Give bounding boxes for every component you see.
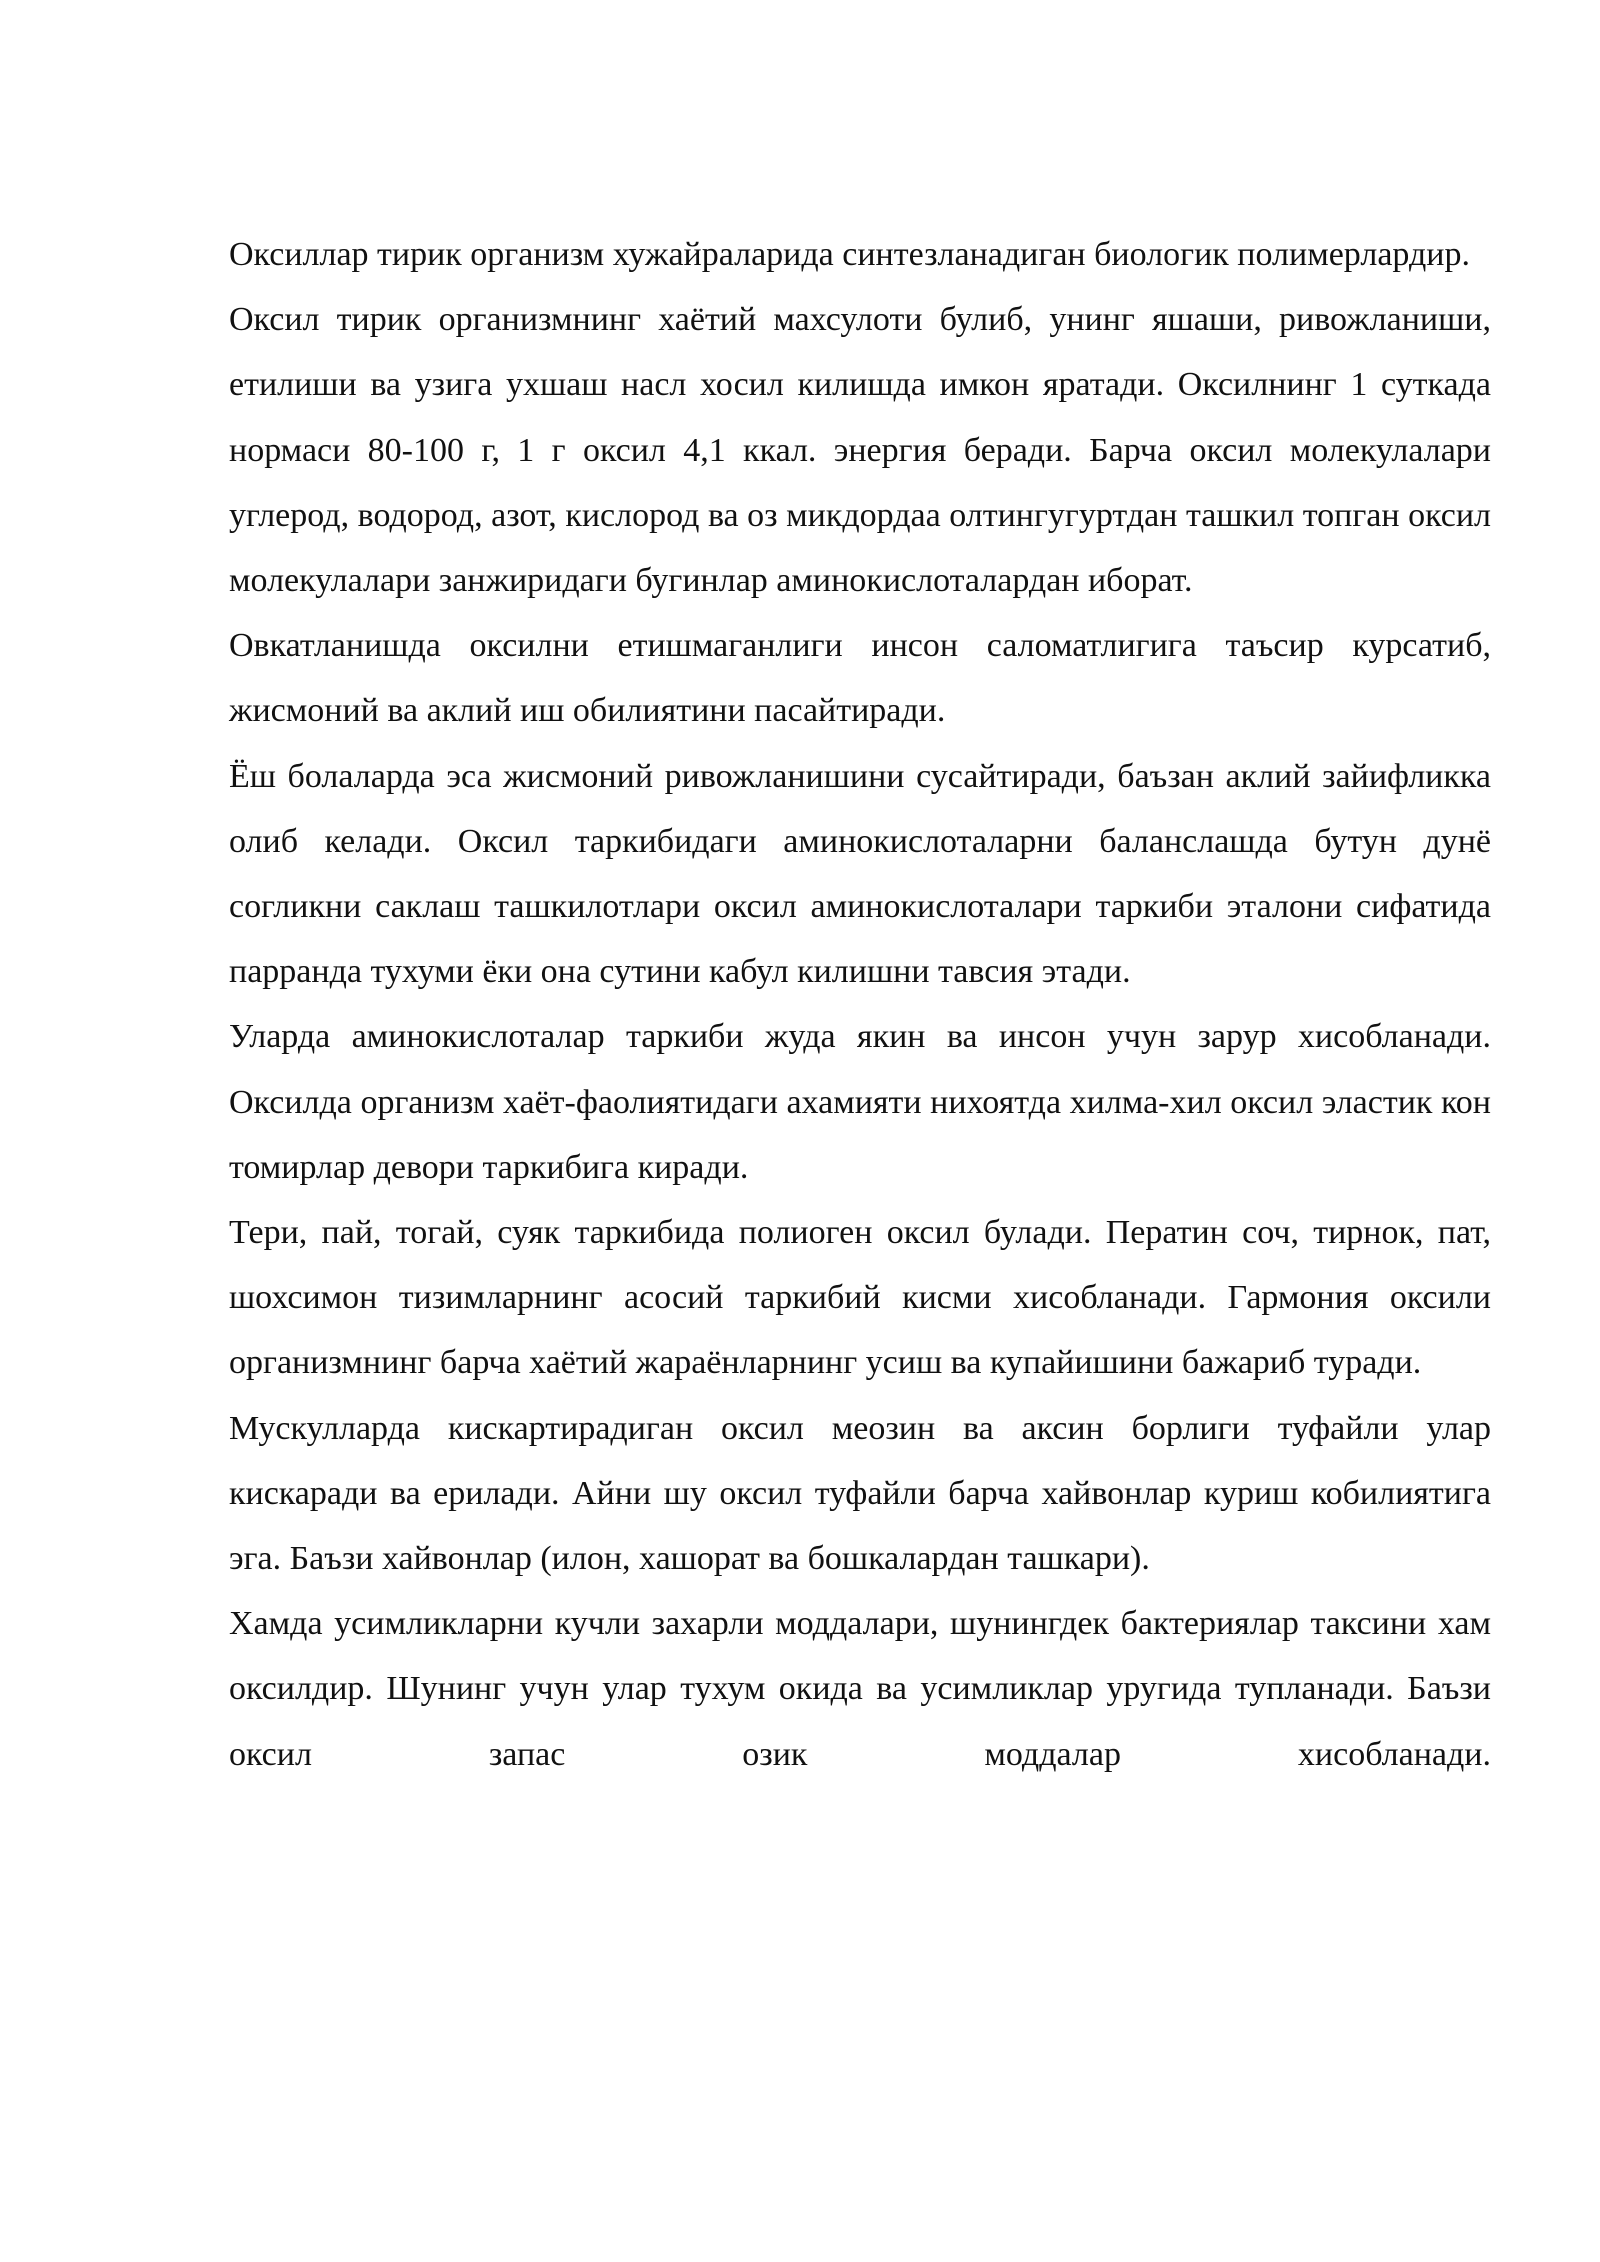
paragraph-6: Тери, пай, тогай, суяк таркибида полиоген оксил булади. Ператин соч, тирнок, пат, шохсимон тизимларнинг асосий таркибий кисми хисобланади. Гармония оксили организмнинг барча хаётий жараёнларнинг усиш ва купайишини бажариб туради. bbox=[229, 1214, 1491, 1382]
paragraph-1: Оксиллар тирик организм хужайраларида синтезланадиган биологик полимерлардир. bbox=[229, 236, 1470, 273]
paragraph-2: Оксил тирик организмнинг хаётий махсулоти булиб, унинг яшаши, ривожланиши, етилиши ва узига ухшаш насл хосил килишда имкон яратади. Оксилнинг 1 суткада нормаси 80-100 г, 1 г оксил 4,1 ккал. энергия беради. Барча оксил молекулалари углерод, водород, азот, кислород ва оз микдордаа олтингугуртдан ташкил топган оксил молекулалари занжиридаги бугинлар аминокислоталардан иборат. bbox=[229, 301, 1491, 600]
paragraph-3: Овкатланишда оксилни етишмаганлиги инсон саломатлигига таъсир курсатиб, жисмоний ва аклий иш обилиятини пасайтиради. bbox=[229, 627, 1491, 730]
paragraph-7: Мускулларда кискартирадиган оксил меозин ва аксин борлиги туфайли улар кискаради ва ерилади. Айни шу оксил туфайли барча хайвонлар куриш кобилиятига эга. Баъзи хайвонлар (илон, хашорат ва бошкалардан ташкари). bbox=[229, 1409, 1491, 1578]
paragraph-8: Хамда усимликларни кучли захарли моддалари, шунингдек бактериялар таксини хам оксилдир. Шунинг учун улар тухум окида ва усимликлар уругида тупланади. Баъзи оксил запас озик моддалар хисобланади. bbox=[229, 1605, 1491, 1773]
paragraph-4: Ёш болаларда эса жисмоний ривожланишини сусайтиради, баъзан аклий зайифликка олиб келади. Оксил таркибидаги аминокислоталарни баланслашда бутун дунё согликни саклаш ташкилотлари оксил аминокислоталари таркиби эталони сифатида парранда тухуми ёки она сутини кабул килишни тавсия этади. bbox=[229, 757, 1491, 991]
document-body bbox=[229, 222, 1491, 1787]
paragraph-5: Уларда аминокислоталар таркиби жуда якин ва инсон учун зарур хисобланади. Оксилда организм хаёт-фаолиятидаги ахамияти нихоятда хилма-хил оксил эластик кон томирлар девори таркибига киради. bbox=[229, 1018, 1491, 1186]
